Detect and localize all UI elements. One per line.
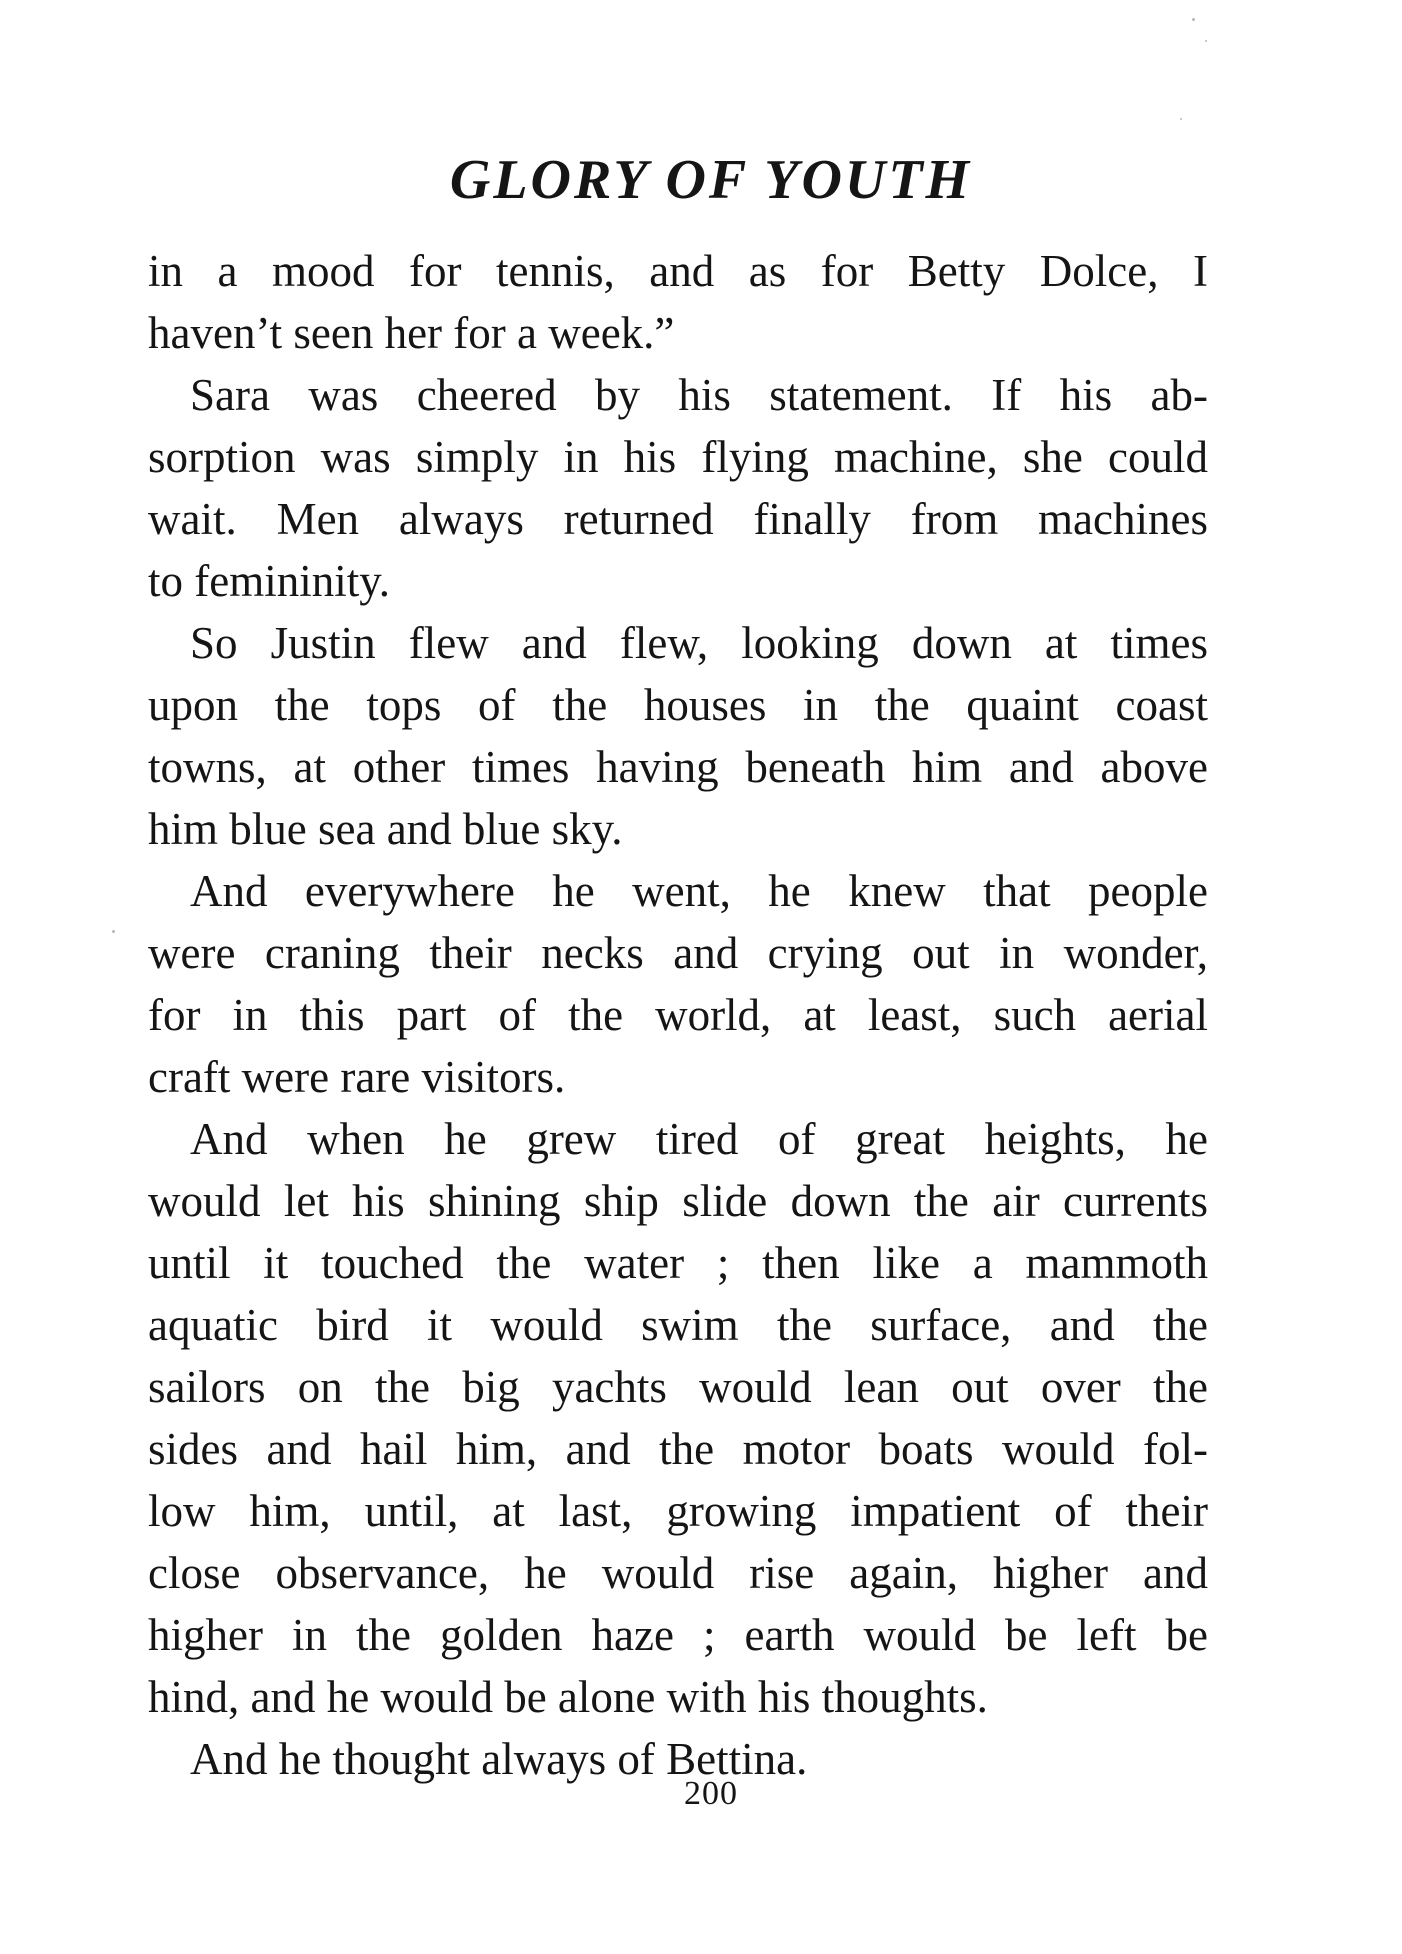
text-line: close observance, he would rise again, higher and	[148, 1548, 1208, 1598]
text-line: And he thought always of Bettina.	[190, 1734, 808, 1784]
text-line: And everywhere he went, he knew that people	[190, 866, 1208, 916]
text-line: him blue sea and blue sky.	[148, 804, 623, 854]
text-line: would let his shining ship slide down the air currents	[148, 1176, 1208, 1226]
text-line: wait. Men always returned finally from machines	[148, 494, 1208, 544]
text-line: And when he grew tired of great heights, he	[190, 1114, 1208, 1164]
page-body	[148, 240, 1208, 1790]
text-line: craft were rare visitors.	[148, 1052, 566, 1102]
page-number: 200	[684, 1775, 738, 1812]
text-line: aquatic bird it would swim the surface, and the	[148, 1300, 1208, 1350]
text-line: Sara was cheered by his statement. If his ab-	[190, 370, 1208, 420]
paper-speck	[1180, 118, 1182, 120]
text-line: sailors on the big yachts would lean out over the	[148, 1362, 1208, 1412]
text-line: low him, until, at last, growing impatient of their	[148, 1486, 1208, 1536]
paper-speck	[112, 930, 115, 933]
paper-speck	[1192, 18, 1195, 21]
text-line: to femininity.	[148, 556, 391, 606]
text-line: sides and hail him, and the motor boats would fol-	[148, 1424, 1208, 1474]
paper-speck	[1205, 40, 1207, 42]
text-line: higher in the golden haze ; earth would be left be	[148, 1610, 1208, 1660]
text-line: haven’t seen her for a week.”	[148, 308, 675, 358]
text-line: in a mood for tennis, and as for Betty Dolce, I	[148, 246, 1208, 296]
text-line: until it touched the water ; then like a mammoth	[148, 1238, 1208, 1288]
text-line: were craning their necks and crying out in wonder,	[148, 928, 1208, 978]
text-line: upon the tops of the houses in the quaint coast	[148, 680, 1208, 730]
text-line: for in this part of the world, at least, such aerial	[148, 990, 1208, 1040]
text-line: sorption was simply in his flying machine, she could	[148, 432, 1208, 482]
running-title: GLORY OF YOUTH	[449, 149, 973, 211]
text-line: hind, and he would be alone with his thoughts.	[148, 1672, 988, 1722]
text-line: So Justin flew and flew, looking down at times	[190, 618, 1208, 668]
text-line: towns, at other times having beneath him and above	[148, 742, 1208, 792]
